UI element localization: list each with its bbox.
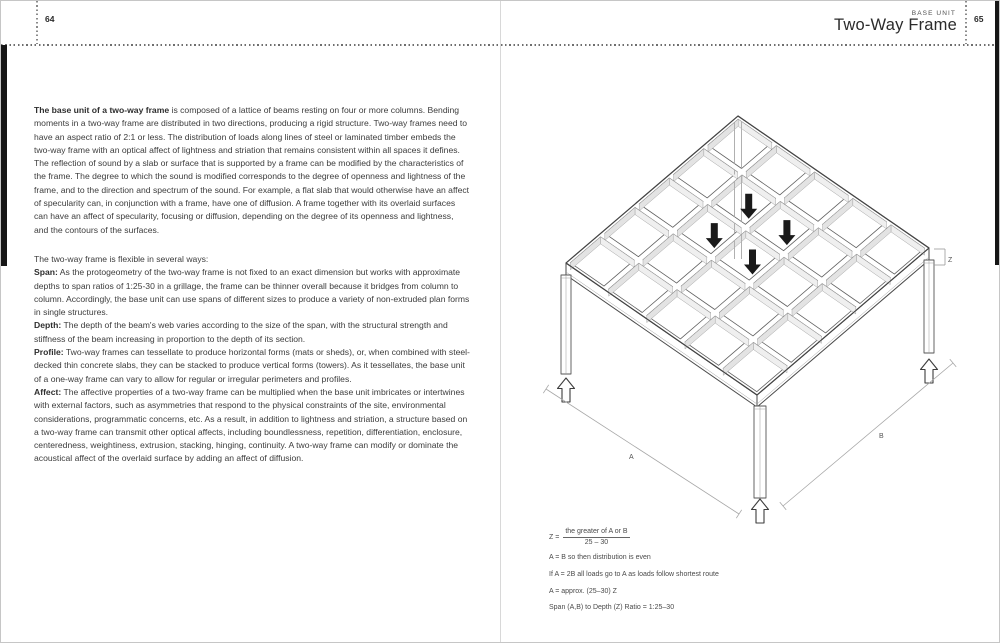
formula-fraction-denominator: 25 – 30 (584, 539, 609, 546)
formula-depth-lhs: Z = (549, 533, 560, 541)
intro-paragraph-text: is composed of a lattice of beams resting on four or more columns. Bending moments in a two-way frame are distributed in two directions, producing a rigid structure. Two-way frames need to have an aspect ratio of 2:1 or less. The distribution of loads along lines of steel or laminated timber embeds the two-way frame with an optical affect of lightness and striation that remains consistent within all spaces it defines. The reflection of sound by a slab or surface that is supported by a frame can be modified by the characteristics of the frame. The degree to which the sound is modified corresponds to the degree of openness and lightness of the frame, and to the direction and spectrum of the sound. For example, a flat slab that would otherwise have an affect of specularity can, in conjunction with a frame, have one of diffusion. A frame together with its overlaid surfaces can have an affect of specularity, focusing or diffusion, depending on the degree of its openness and lightness, and the contours of the surfaces. (34, 105, 470, 235)
intro-paragraph-lead: The base unit of a two-way frame (34, 105, 170, 115)
formula-shortest-route: If A = 2B all loads go to A as loads follow shortest route (549, 571, 719, 578)
feature-depth (34, 319, 470, 346)
formula-even-distribution: A = B so then distribution is even (549, 554, 651, 561)
flexibility-section (34, 253, 470, 466)
page-gutter-divider (500, 1, 501, 642)
formula-span-approx: A = approx. (25–30) Z (549, 588, 617, 595)
page-title: Two-Way Frame (834, 16, 957, 34)
feature-depth-text: The depth of the beam's web varies according to the size of the span, with the structural strength and stiffness of the beam increasing in proportion to the depth of its section. (34, 320, 448, 344)
feature-affect-lead: Affect: (34, 386, 62, 397)
feature-profile (34, 346, 470, 386)
flex-intro-line: The two-way frame is flexible in several ways: (34, 253, 209, 264)
feature-span-lead: Span: (34, 267, 58, 278)
feature-affect (34, 386, 470, 466)
chapter-edge-tab-left (1, 45, 7, 266)
formula-fraction (563, 528, 629, 546)
feature-profile-lead: Profile: (34, 347, 64, 358)
formula-depth-rule (549, 528, 630, 546)
body-text-column (34, 104, 470, 466)
feature-span-text: As the protogeometry of the two-way frame is not fixed to an exact dimension but works with approximate depths to span ratios of 1:25-30 in a grillage, the frame can be thinner overall because it bridges from column to column. Accordingly, the base unit can use spans of different sizes to produce a variety of non-extruded plan forms in single structures. (34, 267, 470, 318)
page-number-right: 65 (974, 14, 984, 24)
header-divider-right (965, 1, 967, 44)
intro-paragraph (34, 104, 470, 237)
feature-depth-lead: Depth: (34, 320, 62, 331)
dimension-label-a: A (629, 454, 634, 461)
feature-affect-text: The affective properties of a two-way frame can be multiplied when the base unit imbricates or intertwines with external factors, such as asymmetries that respond to the physical constraints of the site, environmental considerations, programmatic concerns, etc. As a result, in addition to lightness and striation, a structure based on a two-way frame can transmit other optical affects, including boundlessness, repetition, differentiation, enclosure, centeredness, weightiness, extrusion, stacking, hinging, continuity. A two-way frame can modify or dominate the acoustical affect of the overlaid surface by adding an affect of diffusion. (34, 386, 468, 464)
feature-span (34, 266, 470, 319)
formula-fraction-numerator: the greater of A or B (563, 528, 629, 538)
dimension-label-b: B (879, 433, 884, 440)
formula-span-depth-ratio: Span (A,B) to Depth (Z) Ratio = 1:25–30 (549, 604, 675, 611)
two-way-frame-axonometric-diagram (541, 91, 1000, 551)
depth-label-z: Z (948, 257, 953, 264)
header-divider-left (36, 1, 38, 44)
header-dotted-rule (1, 44, 999, 46)
chapter-kicker: BASE UNIT (911, 10, 956, 17)
feature-profile-text: Two-way frames can tessellate to produce horizontal forms (mats or sheds), or, when combined with steel-decked thin concrete slabs, they can be stacked to produce vertical forms (towers). As it tessellates, the base unit of a one-way frame can vary to allow for regular or irregular perimeters and profiles. (34, 347, 470, 384)
page-number-left: 64 (45, 14, 55, 24)
